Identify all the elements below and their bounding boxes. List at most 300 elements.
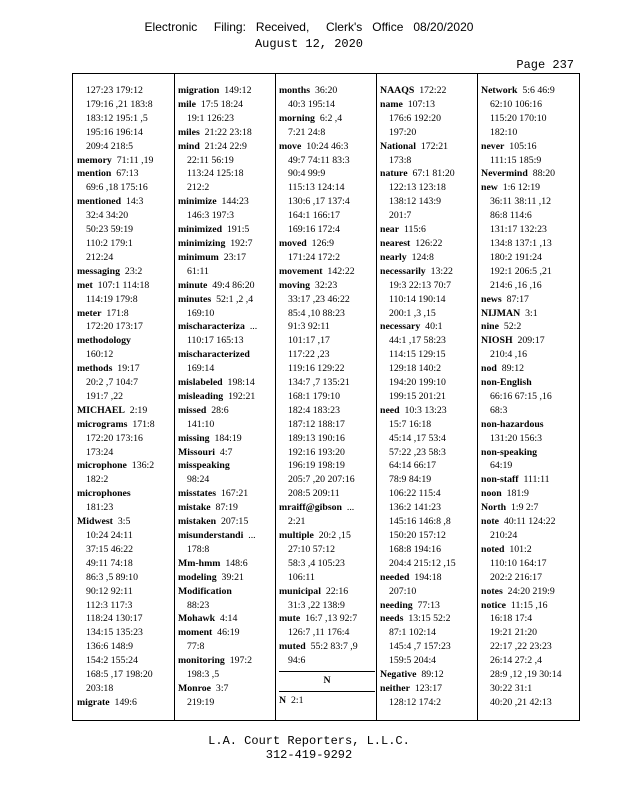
index-term (481, 362, 577, 376)
index-reference (279, 390, 375, 404)
index-reference-text: 191:7 ,22 (86, 390, 124, 402)
index-term-word: misspeaking (178, 460, 230, 472)
index-reference (279, 195, 375, 209)
index-term (380, 167, 476, 181)
index-reference-text: 86:8 114:6 (490, 210, 532, 222)
index-reference-text: 86:3 ,5 89:10 (86, 571, 138, 583)
index-term-reference: 181:9 (501, 488, 529, 500)
index-term-word: notice (481, 599, 507, 611)
index-term-word: misunderstandi (178, 530, 244, 541)
index-term-reference: 20:2 ,15 (313, 530, 351, 541)
index-reference-text: 90:4 99:9 (288, 168, 326, 180)
index-reference (481, 348, 577, 362)
index-reference (481, 404, 577, 418)
index-term-word: NIOSH (481, 335, 513, 347)
index-reference-text: 138:12 143:9 (389, 196, 441, 208)
index-reference (178, 307, 274, 321)
index-reference (279, 654, 375, 668)
index-reference-text: 101:17 ,17 (288, 335, 330, 347)
index-reference-text: 131:17 132:23 (490, 224, 547, 236)
index-reference (279, 293, 375, 307)
index-reference (380, 112, 476, 126)
index-term (77, 515, 173, 529)
index-term-reference: 171:8 (127, 418, 155, 430)
index-reference-text: 134:8 137:1 ,13 (490, 237, 552, 249)
index-term-word: non-hazardous (481, 418, 544, 430)
index-term (380, 682, 476, 696)
index-term-word: misleading (178, 390, 224, 402)
index-term (481, 418, 577, 432)
index-term-reference: 88:20 (527, 168, 556, 180)
index-reference (279, 571, 375, 585)
index-reference-text: 129:18 140:2 (389, 363, 441, 375)
index-term-reference: 1:9 2:7 (506, 502, 539, 514)
index-reference-text: 88:23 (187, 599, 210, 611)
index-term (380, 223, 476, 237)
index-term-reference: 10:24 46:3 (301, 140, 349, 152)
index-term (77, 265, 173, 279)
index-term (178, 432, 274, 446)
index-term-reference: 52:2 (498, 321, 522, 333)
index-term (279, 279, 375, 293)
column-divider (477, 74, 478, 720)
index-reference-text: 122:13 123:18 (389, 182, 446, 194)
index-term-reference: 192:21 (223, 390, 256, 402)
index-reference-text: 219:19 (187, 696, 215, 708)
index-term (178, 140, 274, 154)
index-reference (380, 154, 476, 168)
index-reference-text: 119:16 129:22 (288, 363, 345, 375)
column-divider (174, 74, 175, 720)
index-reference-text: 58:3 ,4 105:23 (288, 557, 345, 569)
index-reference (481, 529, 577, 543)
index-term-word: need (380, 404, 400, 416)
index-reference-text: 169:10 (187, 307, 215, 319)
index-reference (279, 557, 375, 571)
index-reference-text: 110:10 164:17 (490, 557, 547, 569)
index-reference-text: 114:15 129:15 (389, 349, 446, 361)
index-reference-text: 111:15 185:9 (490, 154, 542, 166)
index-term (178, 98, 274, 112)
index-term-reference: 49:4 86:20 (207, 279, 255, 291)
index-term-reference: ... (342, 502, 355, 514)
index-reference (77, 529, 173, 543)
index-reference (77, 320, 173, 334)
index-reference (279, 98, 375, 112)
index-reference-text: 22:11 56:19 (187, 154, 234, 166)
index-reference (380, 307, 476, 321)
index-reference (481, 432, 577, 446)
index-term (178, 390, 274, 404)
index-term-reference: 198:14 (222, 377, 255, 389)
index-reference (77, 251, 173, 265)
index-term (481, 167, 577, 181)
transcript-date: August 12, 2020 (254, 37, 364, 51)
index-term-reference: 19:17 (112, 363, 140, 375)
index-reference (380, 585, 476, 599)
index-term-reference: 3:1 (520, 307, 538, 319)
index-reference (279, 459, 375, 473)
index-term (77, 195, 173, 209)
index-reference-text: 28:9 ,12 ,19 30:14 (490, 669, 562, 681)
index-reference (380, 654, 476, 668)
index-reference (481, 98, 577, 112)
index-term-reference: 149:12 (219, 85, 252, 96)
index-term-word: Missouri (178, 446, 216, 458)
index-term-word: necessary (380, 321, 421, 333)
index-reference (279, 599, 375, 613)
index-term-word: mistake (178, 502, 211, 514)
index-term-word: minutes (178, 293, 212, 305)
index-reference (279, 154, 375, 168)
index-reference (481, 126, 577, 140)
index-term (481, 320, 577, 334)
index-term-word: moving (279, 279, 311, 291)
index-column-5 (481, 84, 577, 710)
index-reference-text: 201:7 (389, 210, 412, 222)
index-reference-text: 64:14 66:17 (389, 460, 437, 472)
index-reference (481, 154, 577, 168)
index-reference (380, 432, 476, 446)
index-reference-text: 19:21 21:20 (490, 627, 538, 639)
index-reference (77, 112, 173, 126)
index-reference-text: 19:3 22:13 70:7 (389, 279, 452, 291)
index-term-word: Midwest (77, 516, 113, 528)
index-term-word: needed (380, 571, 410, 583)
index-term (481, 487, 577, 501)
index-reference (380, 195, 476, 209)
index-term (178, 612, 274, 626)
index-term-reference: 171:8 (101, 307, 129, 319)
index-reference-text: 202:2 216:17 (490, 571, 542, 583)
index-term-reference: 4:14 (215, 613, 238, 625)
index-term-word: name (380, 98, 403, 110)
index-term-word: non-English (481, 377, 532, 389)
index-term (279, 694, 375, 708)
index-term (481, 307, 577, 321)
index-reference-text: 16:18 17:4 (490, 613, 533, 625)
index-term (481, 543, 577, 557)
index-reference (380, 501, 476, 515)
index-term (380, 571, 476, 585)
index-reference (279, 348, 375, 362)
index-term (279, 585, 375, 599)
index-reference (481, 459, 577, 473)
index-term-reference: 126:22 (410, 237, 443, 249)
index-term-word: non-speaking (481, 446, 538, 458)
index-reference-text: 214:6 ,16 ,16 (490, 279, 542, 291)
index-reference (178, 181, 274, 195)
index-column-3 (279, 84, 375, 708)
index-reference-text: 182:10 (490, 126, 518, 138)
index-reference (178, 209, 274, 223)
index-reference (481, 654, 577, 668)
index-reference-text: 172:20 173:16 (86, 432, 143, 444)
index-reference-text: 115:20 170:10 (490, 112, 547, 124)
index-term-word: moved (279, 237, 307, 249)
index-term-word: missed (178, 404, 207, 416)
index-reference (77, 390, 173, 404)
index-term-reference: 10:3 13:23 (399, 404, 447, 416)
index-term-word: Nevermind (481, 168, 528, 180)
index-reference-text: 187:12 188:17 (288, 418, 345, 430)
index-reference-text: 192:16 193:20 (288, 446, 345, 458)
index-term (279, 612, 375, 626)
index-term (77, 307, 173, 321)
index-term (178, 654, 274, 668)
index-term-reference: 209:17 (512, 335, 545, 347)
index-reference-text: 189:13 190:16 (288, 432, 345, 444)
index-reference (481, 626, 577, 640)
index-reference (481, 668, 577, 682)
index-reference-text: 169:16 172:4 (288, 224, 340, 236)
index-reference-text: 64:19 (490, 460, 513, 472)
index-term-reference: 89:12 (416, 669, 444, 681)
index-term-word: needs (380, 613, 404, 625)
index-reference (481, 612, 577, 626)
index-reference-text: 126:7 ,11 176:4 (288, 627, 350, 639)
index-reference-text: 154:2 155:24 (86, 655, 138, 667)
index-reference (481, 237, 577, 251)
index-reference-text: 69:6 ,18 175:16 (86, 182, 148, 194)
index-reference (279, 418, 375, 432)
index-reference-text: 94:6 (288, 655, 306, 667)
index-term-reference: 172:22 (414, 85, 447, 96)
index-reference (77, 98, 173, 112)
index-term (481, 599, 577, 613)
index-reference (77, 612, 173, 626)
index-reference-text: 192:1 206:5 ,21 (490, 265, 552, 277)
index-term-word: microphone (77, 460, 127, 472)
index-reference (380, 696, 476, 710)
section-rule (279, 671, 375, 672)
index-term-word: nod (481, 363, 497, 375)
index-reference (279, 167, 375, 181)
index-reference (380, 557, 476, 571)
index-reference (77, 682, 173, 696)
index-term-reference: 144:23 (216, 196, 249, 208)
index-reference (279, 181, 375, 195)
index-term-reference: 23:2 (120, 265, 143, 277)
index-reference-text: 131:20 156:3 (490, 432, 542, 444)
index-term-reference: 3:7 (211, 682, 229, 694)
index-term-word: mischaracterized (178, 349, 250, 361)
index-reference (279, 320, 375, 334)
index-reference (481, 279, 577, 293)
index-reference-text: 210:24 (490, 530, 518, 541)
index-reference (380, 543, 476, 557)
index-reference (481, 223, 577, 237)
index-reference-text: 210:4 ,16 (490, 349, 528, 361)
index-reference-text: 117:22 ,23 (288, 349, 330, 361)
index-term-reference: 111:11 (518, 474, 550, 486)
index-reference-text: 27:10 57:12 (288, 543, 336, 555)
index-reference (279, 515, 375, 529)
index-term-reference: 21:24 22:9 (199, 140, 247, 152)
index-reference (77, 209, 173, 223)
index-reference (77, 348, 173, 362)
index-reference (279, 473, 375, 487)
index-term (178, 84, 274, 98)
index-term (178, 348, 274, 362)
index-term-word: miles (178, 126, 200, 138)
index-reference (77, 571, 173, 585)
index-reference-text: 159:5 204:4 (389, 655, 437, 667)
index-term-reference: 142:22 (322, 265, 355, 277)
index-term-word: neither (380, 682, 410, 694)
index-term (481, 515, 577, 529)
index-reference-text: 150:20 157:12 (389, 530, 446, 541)
index-reference-text: 134:15 135:23 (86, 627, 143, 639)
index-term-reference: 105:16 (504, 140, 537, 152)
index-reference-text: 130:6 ,17 137:4 (288, 196, 350, 208)
index-term-word: mentioned (77, 196, 122, 208)
index-reference (178, 640, 274, 654)
index-reference-text: 168:1 179:10 (288, 390, 340, 402)
index-term-reference: 11:15 ,16 (506, 599, 548, 611)
index-term-word: Negative (380, 669, 417, 681)
index-reference-text: 197:20 (389, 126, 417, 138)
index-term-word: municipal (279, 585, 321, 597)
index-term (380, 265, 476, 279)
index-term (178, 251, 274, 265)
index-reference (481, 571, 577, 585)
index-term-word: modeling (178, 571, 217, 583)
index-reference-text: 33:17 ,23 46:22 (288, 293, 350, 305)
index-reference (178, 696, 274, 710)
index-reference-text: 40:3 195:14 (288, 98, 336, 110)
index-term (178, 585, 274, 599)
index-reference-text: 62:10 106:16 (490, 98, 542, 110)
index-term-reference: 192:7 (225, 237, 253, 249)
index-reference-text: 145:4 ,7 157:23 (389, 641, 451, 653)
index-reference-text: 212:2 (187, 182, 210, 194)
index-reference-text: 181:23 (86, 502, 114, 514)
index-term-word: months (279, 85, 311, 96)
index-reference-text: 49:11 74:18 (86, 557, 133, 569)
index-reference-text: 207:10 (389, 585, 417, 597)
index-reference-text: 61:11 (187, 265, 209, 277)
index-term-word: necessarily (380, 265, 426, 277)
index-term-word: monitoring (178, 655, 225, 667)
index-term (77, 154, 173, 168)
index-reference (481, 265, 577, 279)
index-reference-text: 57:22 ,23 58:3 (389, 446, 446, 458)
index-term (481, 293, 577, 307)
index-reference (380, 446, 476, 460)
index-term-reference: 172:21 (415, 140, 449, 152)
index-term-word: nature (380, 168, 408, 180)
index-reference (481, 640, 577, 654)
index-term (481, 140, 577, 154)
index-reference (178, 599, 274, 613)
index-term-word: minimum (178, 251, 219, 263)
index-reference (481, 195, 577, 209)
index-reference-text: 15:7 16:18 (389, 418, 432, 430)
index-term (77, 459, 173, 473)
index-reference (77, 432, 173, 446)
index-term (77, 487, 173, 501)
index-term (380, 599, 476, 613)
index-term-reference: 123:17 (409, 682, 443, 694)
index-term (77, 404, 173, 418)
index-term-word: muted (279, 641, 306, 653)
index-term-word: needing (380, 599, 413, 611)
index-term (279, 640, 375, 654)
index-reference (380, 293, 476, 307)
index-term-word: noon (481, 488, 502, 500)
index-reference (279, 446, 375, 460)
index-term-word: meter (77, 307, 102, 319)
index-reference (178, 362, 274, 376)
index-term-word: Mm-hmm (178, 557, 221, 569)
index-reference-text: 203:18 (86, 682, 114, 694)
index-term (380, 320, 476, 334)
index-reference (279, 126, 375, 140)
index-reference (380, 626, 476, 640)
index-reference-text: 168:5 ,17 198:20 (86, 669, 153, 681)
index-reference (178, 112, 274, 126)
index-reference-text: 204:4 215:12 ,15 (389, 557, 456, 569)
index-reference (380, 529, 476, 543)
index-term-reference: 2:1 (286, 694, 304, 706)
index-term-reference: 13:15 52:2 (403, 613, 451, 625)
index-reference-text: 49:7 74:11 83:3 (288, 154, 350, 166)
index-reference-text: 128:12 174:2 (389, 696, 441, 708)
index-term (178, 376, 274, 390)
index-reference-text: 198:3 ,5 (187, 669, 220, 681)
index-term (380, 251, 476, 265)
index-term-reference: 32:23 (310, 279, 338, 291)
index-term-word: minute (178, 279, 208, 291)
index-term (178, 501, 274, 515)
index-term (279, 112, 375, 126)
index-term (481, 501, 577, 515)
index-term-reference: ... (243, 530, 256, 541)
section-rule (279, 691, 375, 692)
index-term-word: morning (279, 112, 315, 124)
index-reference (279, 362, 375, 376)
index-reference (178, 473, 274, 487)
index-reference-text: 180:2 191:24 (490, 251, 542, 263)
index-column-4 (380, 84, 476, 710)
index-term-word: Mohawk (178, 613, 216, 625)
index-term-reference: 87:17 (501, 293, 529, 305)
index-term-word: methods (77, 363, 113, 375)
index-term (178, 223, 274, 237)
index-reference-text: 172:20 173:17 (86, 321, 143, 333)
index-reference (77, 293, 173, 307)
index-term-word: move (279, 140, 302, 152)
index-reference (380, 515, 476, 529)
index-term (77, 696, 173, 710)
index-term (279, 529, 375, 543)
index-term (279, 265, 375, 279)
index-reference (481, 390, 577, 404)
index-term (178, 126, 274, 140)
index-reference-text: 141:10 (187, 418, 215, 430)
index-reference-text: 66:16 67:15 ,16 (490, 390, 552, 402)
index-term (380, 404, 476, 418)
section-letter: N (323, 675, 331, 687)
index-reference (481, 112, 577, 126)
index-term-word: MICHAEL (77, 404, 125, 416)
index-term-reference: 191:5 (222, 224, 250, 236)
index-reference (380, 390, 476, 404)
index-term-word: migrate (77, 696, 110, 708)
index-term-word: mention (77, 168, 112, 180)
index-reference (481, 696, 577, 710)
